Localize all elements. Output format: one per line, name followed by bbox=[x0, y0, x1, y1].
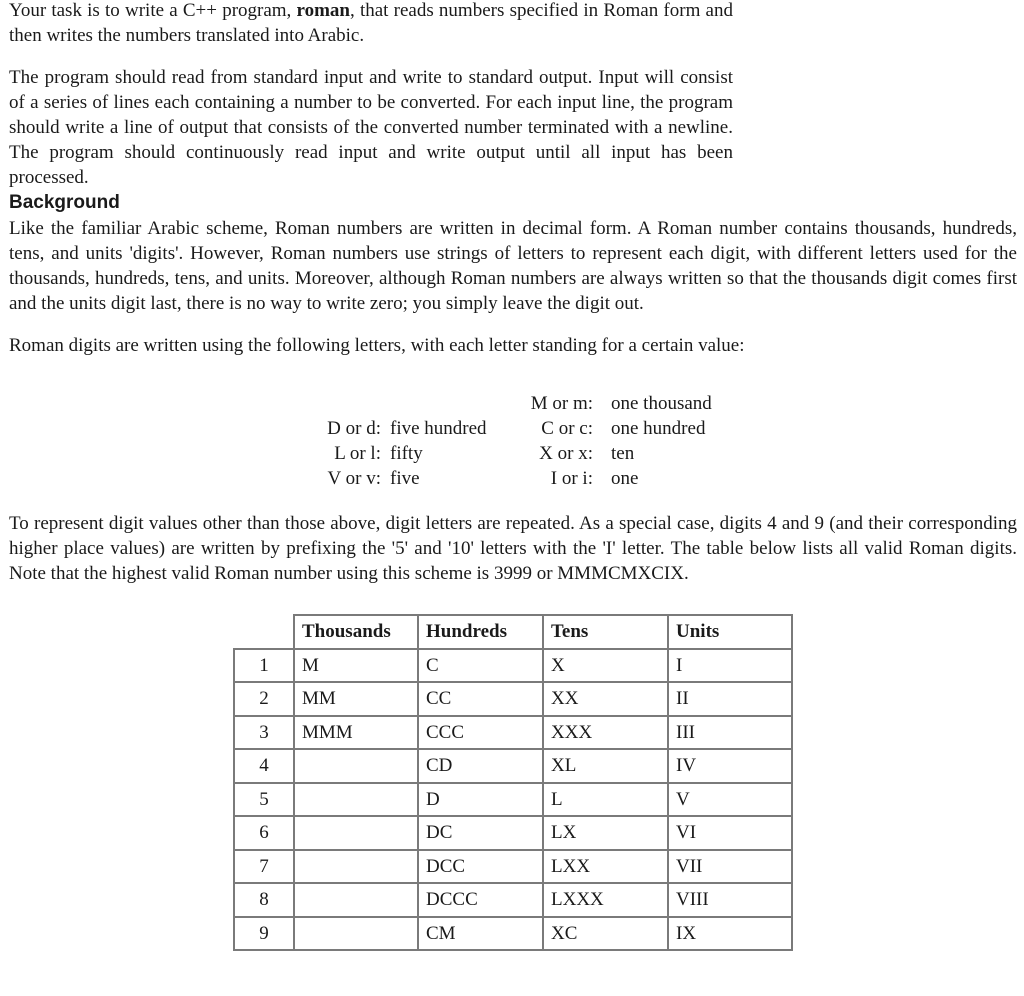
row-number: 6 bbox=[234, 816, 294, 850]
cell-hundreds: DCCC bbox=[418, 883, 543, 917]
roman-digits-table bbox=[233, 614, 793, 951]
header-thousands: Thousands bbox=[294, 615, 418, 649]
cell-thousands bbox=[294, 850, 418, 884]
header-tens: Tens bbox=[543, 615, 668, 649]
cell-units: VII bbox=[668, 850, 792, 884]
letter-value: ten bbox=[611, 443, 635, 464]
cell-thousands: MM bbox=[294, 682, 418, 716]
row-number: 9 bbox=[234, 917, 294, 951]
table-row bbox=[234, 816, 792, 850]
cell-tens: XXX bbox=[543, 716, 668, 750]
cell-tens: LXX bbox=[543, 850, 668, 884]
table-row bbox=[234, 716, 792, 750]
cell-thousands bbox=[294, 816, 418, 850]
row-number: 2 bbox=[234, 682, 294, 716]
table-row bbox=[234, 749, 792, 783]
cell-units: VIII bbox=[668, 883, 792, 917]
cell-hundreds: CCC bbox=[418, 716, 543, 750]
cell-thousands bbox=[294, 783, 418, 817]
cell-thousands bbox=[294, 917, 418, 951]
table-corner bbox=[234, 615, 294, 649]
cell-hundreds: CD bbox=[418, 749, 543, 783]
cell-thousands bbox=[294, 883, 418, 917]
cell-units: I bbox=[668, 649, 792, 683]
table-row bbox=[234, 783, 792, 817]
letter-key: M or m: bbox=[530, 393, 593, 414]
letter-key: L or l: bbox=[334, 443, 381, 464]
letter-key: D or d: bbox=[327, 418, 381, 439]
intro-paragraph bbox=[9, 0, 733, 48]
cell-tens: XL bbox=[543, 749, 668, 783]
table-row bbox=[234, 649, 792, 683]
row-number: 8 bbox=[234, 883, 294, 917]
letter-key: C or c: bbox=[541, 418, 593, 439]
cell-units: VI bbox=[668, 816, 792, 850]
cell-tens: XC bbox=[543, 917, 668, 951]
header-hundreds: Hundreds bbox=[418, 615, 543, 649]
table-row bbox=[234, 917, 792, 951]
roman-letter-list bbox=[9, 391, 1017, 491]
row-number: 5 bbox=[234, 783, 294, 817]
cell-hundreds: DC bbox=[418, 816, 543, 850]
table-header-row bbox=[234, 615, 792, 649]
cell-units: III bbox=[668, 716, 792, 750]
letter-key: V or v: bbox=[327, 468, 381, 489]
program-name: roman bbox=[296, 0, 350, 21]
letter-key: X or x: bbox=[539, 443, 593, 464]
table-row bbox=[234, 682, 792, 716]
cell-units: IV bbox=[668, 749, 792, 783]
cell-units: II bbox=[668, 682, 792, 716]
row-number: 3 bbox=[234, 716, 294, 750]
cell-hundreds: DCC bbox=[418, 850, 543, 884]
cell-tens: LXXX bbox=[543, 883, 668, 917]
table-row bbox=[234, 850, 792, 884]
intro-text-2: , that reads numbers specified in Roman form and then writes the numbers translated into Arabic. bbox=[9, 0, 733, 46]
cell-tens: X bbox=[543, 649, 668, 683]
table-row bbox=[234, 883, 792, 917]
cell-thousands bbox=[294, 749, 418, 783]
row-number: 4 bbox=[234, 749, 294, 783]
cell-tens: LX bbox=[543, 816, 668, 850]
cell-tens: L bbox=[543, 783, 668, 817]
letter-value: one thousand bbox=[611, 393, 712, 414]
cell-thousands: M bbox=[294, 649, 418, 683]
cell-hundreds: CM bbox=[418, 917, 543, 951]
intro-text-1: Your task is to write a C++ program, bbox=[9, 0, 297, 21]
letter-value: fifty bbox=[390, 443, 423, 464]
assignment-document bbox=[9, 0, 1017, 944]
special-case-paragraph: To represent digit values other than those above, digit letters are repeated. As a special case, digits 4 and 9 (and their corresponding higher place values) are written by prefixing the '5' and '10' letters with the 'I' letter. The table below lists all valid Roman digits. Note that the highest valid Roman number using this scheme is 3999 or MMMCMXCIX. bbox=[9, 513, 1017, 584]
background-heading: Background bbox=[9, 192, 120, 213]
header-units: Units bbox=[668, 615, 792, 649]
letter-value: one bbox=[611, 468, 639, 489]
letter-value: five hundred bbox=[390, 418, 487, 439]
cell-hundreds: CC bbox=[418, 682, 543, 716]
cell-thousands: MMM bbox=[294, 716, 418, 750]
cell-units: V bbox=[668, 783, 792, 817]
cell-hundreds: C bbox=[418, 649, 543, 683]
cell-units: IX bbox=[668, 917, 792, 951]
letter-key: I or i: bbox=[550, 468, 593, 489]
io-paragraph: The program should read from standard input and write to standard output. Input will consist of a series of lines each containing a number to be converted. For each input line, the program should write a line of output that consists of the converted number terminated with a newline. The program should continuously read input and write output until all input has been processed. bbox=[9, 67, 733, 188]
row-number: 7 bbox=[234, 850, 294, 884]
row-number: 1 bbox=[234, 649, 294, 683]
cell-hundreds: D bbox=[418, 783, 543, 817]
letter-value: five bbox=[390, 468, 420, 489]
cell-tens: XX bbox=[543, 682, 668, 716]
background-paragraph: Like the familiar Arabic scheme, Roman numbers are written in decimal form. A Roman number contains thousands, hundreds, tens, and units 'digits'. However, Roman numbers use strings of letters to represent each digit, with different letters used for the thousands, hundreds, tens, and units. Moreover, although Roman numbers are always written so that the thousands digit comes first and the units digit last, there is no way to write zero; you simply leave the digit out. bbox=[9, 218, 1017, 314]
letters-intro-paragraph: Roman digits are written using the following letters, with each letter standing for a certain value: bbox=[9, 335, 745, 356]
letter-value: one hundred bbox=[611, 418, 706, 439]
